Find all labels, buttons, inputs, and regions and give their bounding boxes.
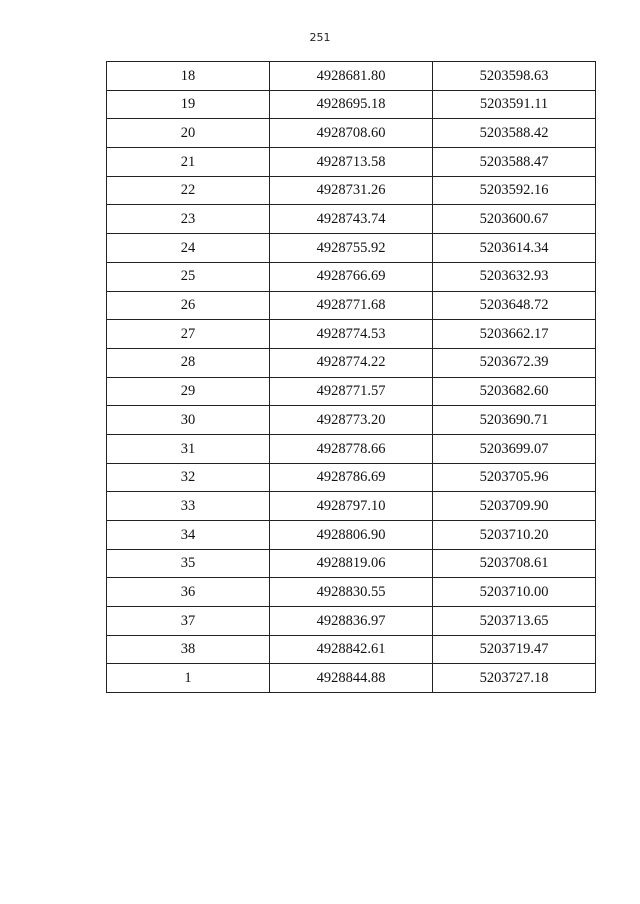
- x-coordinate-cell: 4928771.57: [270, 377, 433, 406]
- point-number-cell: 34: [107, 521, 270, 550]
- point-number-cell: 33: [107, 492, 270, 521]
- y-coordinate-cell: 5203662.17: [433, 320, 596, 349]
- point-number-cell: 1: [107, 664, 270, 693]
- table-row: [107, 205, 596, 234]
- table-row: [107, 492, 596, 521]
- point-number-cell: 38: [107, 635, 270, 664]
- table-row: [107, 90, 596, 119]
- point-number-cell: 23: [107, 205, 270, 234]
- point-number-cell: 36: [107, 578, 270, 607]
- y-coordinate-cell: 5203592.16: [433, 176, 596, 205]
- x-coordinate-cell: 4928695.18: [270, 90, 433, 119]
- point-number-cell: 21: [107, 148, 270, 177]
- point-number-cell: 18: [107, 62, 270, 91]
- y-coordinate-cell: 5203710.00: [433, 578, 596, 607]
- x-coordinate-cell: 4928836.97: [270, 607, 433, 636]
- point-number-cell: 29: [107, 377, 270, 406]
- y-coordinate-cell: 5203588.47: [433, 148, 596, 177]
- y-coordinate-cell: 5203719.47: [433, 635, 596, 664]
- table-row: [107, 578, 596, 607]
- point-number-cell: 24: [107, 234, 270, 263]
- y-coordinate-cell: 5203713.65: [433, 607, 596, 636]
- table-row: [107, 635, 596, 664]
- y-coordinate-cell: 5203682.60: [433, 377, 596, 406]
- y-coordinate-cell: 5203648.72: [433, 291, 596, 320]
- x-coordinate-cell: 4928778.66: [270, 434, 433, 463]
- table-row: [107, 664, 596, 693]
- x-coordinate-cell: 4928773.20: [270, 406, 433, 435]
- x-coordinate-cell: 4928743.74: [270, 205, 433, 234]
- point-number-cell: 27: [107, 320, 270, 349]
- point-number-cell: 26: [107, 291, 270, 320]
- x-coordinate-cell: 4928797.10: [270, 492, 433, 521]
- y-coordinate-cell: 5203672.39: [433, 348, 596, 377]
- table-row: [107, 148, 596, 177]
- table-row: [107, 406, 596, 435]
- y-coordinate-cell: 5203699.07: [433, 434, 596, 463]
- y-coordinate-cell: 5203600.67: [433, 205, 596, 234]
- x-coordinate-cell: 4928708.60: [270, 119, 433, 148]
- table-row: [107, 234, 596, 263]
- y-coordinate-cell: 5203632.93: [433, 262, 596, 291]
- table-row: [107, 291, 596, 320]
- table-row: [107, 62, 596, 91]
- x-coordinate-cell: 4928731.26: [270, 176, 433, 205]
- coordinates-table-body: [107, 62, 596, 693]
- x-coordinate-cell: 4928842.61: [270, 635, 433, 664]
- point-number-cell: 28: [107, 348, 270, 377]
- x-coordinate-cell: 4928806.90: [270, 521, 433, 550]
- y-coordinate-cell: 5203710.20: [433, 521, 596, 550]
- x-coordinate-cell: 4928786.69: [270, 463, 433, 492]
- point-number-cell: 25: [107, 262, 270, 291]
- table-row: [107, 434, 596, 463]
- x-coordinate-cell: 4928713.58: [270, 148, 433, 177]
- x-coordinate-cell: 4928819.06: [270, 549, 433, 578]
- page-number: 251: [309, 31, 331, 44]
- x-coordinate-cell: 4928774.22: [270, 348, 433, 377]
- x-coordinate-cell: 4928830.55: [270, 578, 433, 607]
- y-coordinate-cell: 5203708.61: [433, 549, 596, 578]
- x-coordinate-cell: 4928774.53: [270, 320, 433, 349]
- table-row: [107, 463, 596, 492]
- table-row: [107, 377, 596, 406]
- point-number-cell: 19: [107, 90, 270, 119]
- y-coordinate-cell: 5203598.63: [433, 62, 596, 91]
- point-number-cell: 31: [107, 434, 270, 463]
- point-number-cell: 32: [107, 463, 270, 492]
- point-number-cell: 37: [107, 607, 270, 636]
- y-coordinate-cell: 5203591.11: [433, 90, 596, 119]
- y-coordinate-cell: 5203727.18: [433, 664, 596, 693]
- table-row: [107, 262, 596, 291]
- x-coordinate-cell: 4928755.92: [270, 234, 433, 263]
- table-row: [107, 119, 596, 148]
- y-coordinate-cell: 5203705.96: [433, 463, 596, 492]
- y-coordinate-cell: 5203709.90: [433, 492, 596, 521]
- coordinates-table: [106, 61, 596, 693]
- table-row: [107, 549, 596, 578]
- y-coordinate-cell: 5203690.71: [433, 406, 596, 435]
- point-number-cell: 22: [107, 176, 270, 205]
- point-number-cell: 30: [107, 406, 270, 435]
- table-row: [107, 521, 596, 550]
- table-row: [107, 320, 596, 349]
- table-row: [107, 607, 596, 636]
- point-number-cell: 20: [107, 119, 270, 148]
- point-number-cell: 35: [107, 549, 270, 578]
- x-coordinate-cell: 4928766.69: [270, 262, 433, 291]
- table-row: [107, 348, 596, 377]
- x-coordinate-cell: 4928844.88: [270, 664, 433, 693]
- y-coordinate-cell: 5203614.34: [433, 234, 596, 263]
- table-row: [107, 176, 596, 205]
- x-coordinate-cell: 4928771.68: [270, 291, 433, 320]
- x-coordinate-cell: 4928681.80: [270, 62, 433, 91]
- y-coordinate-cell: 5203588.42: [433, 119, 596, 148]
